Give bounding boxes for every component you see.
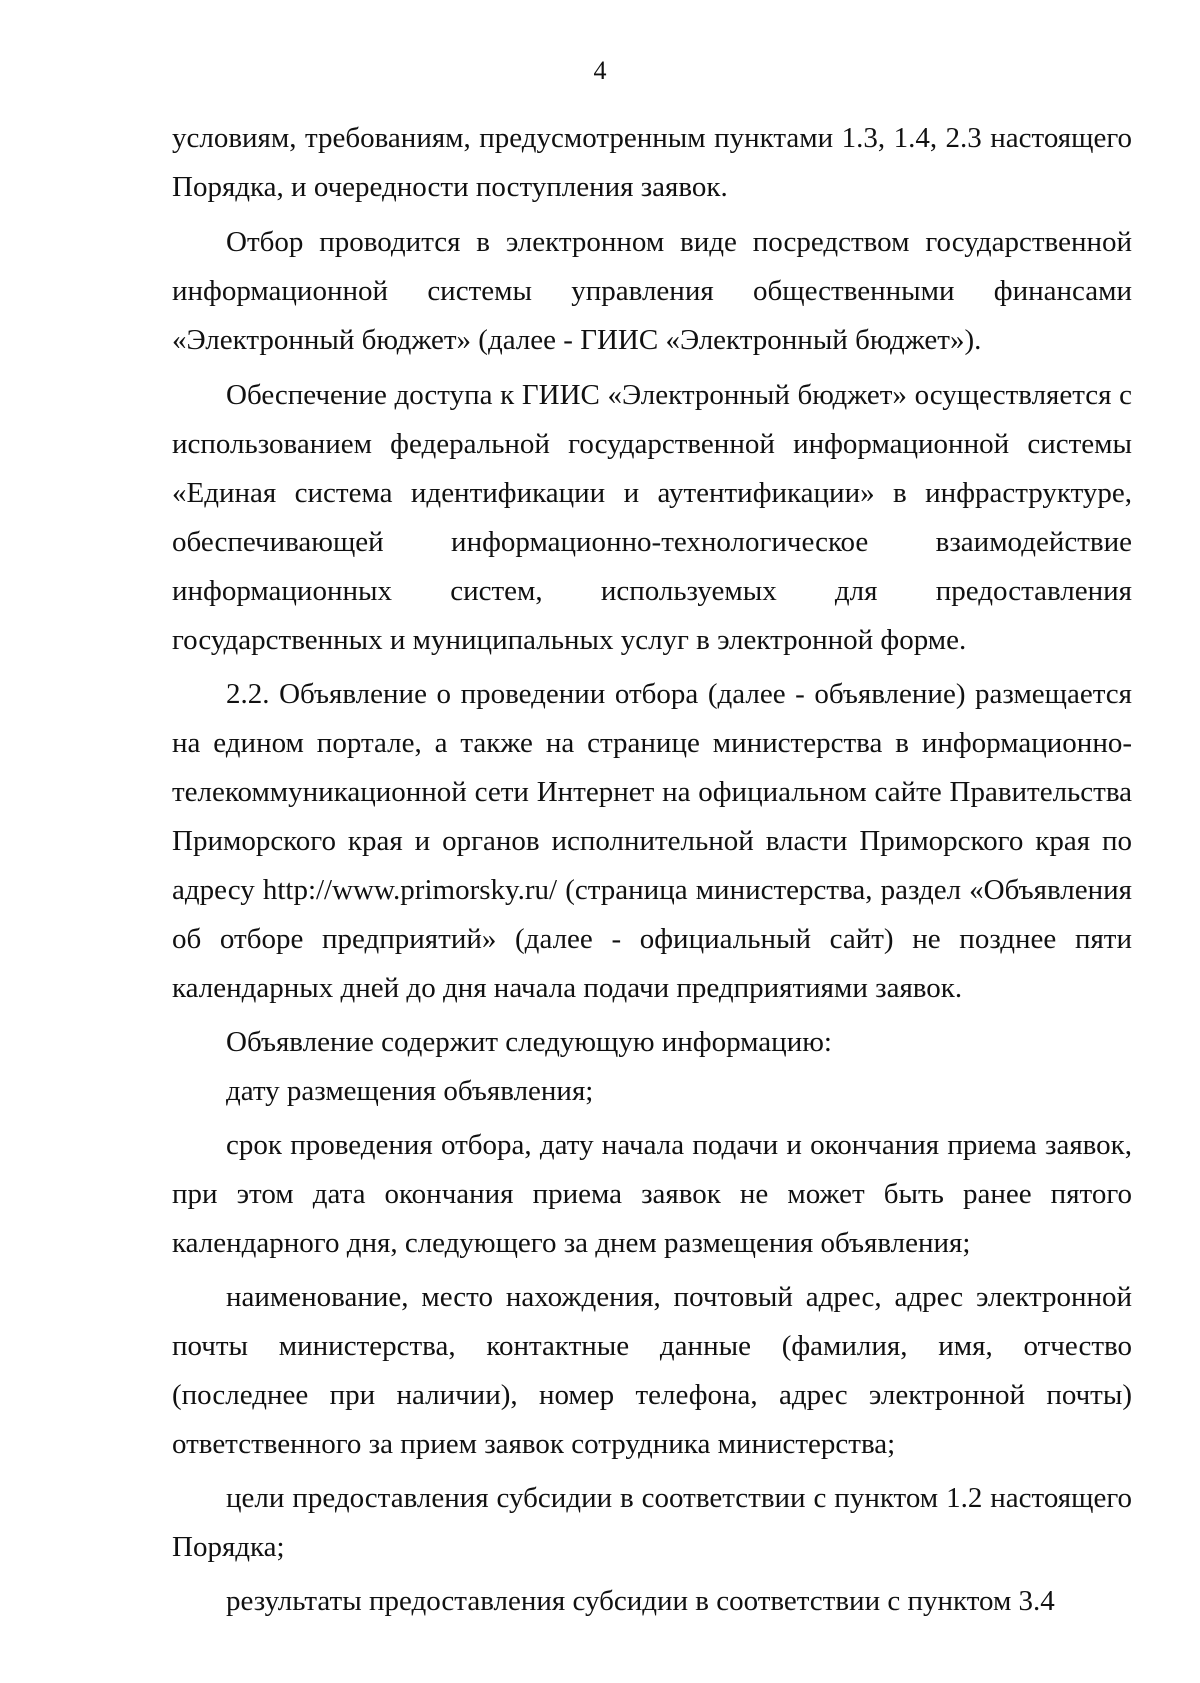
list-item-results: результаты предоставления субсидии в соответствии с пунктом 3.4 [226,1585,1055,1617]
paragraph-selection-method: Отбор проводится в электронном виде посредством государственной информационной системы управления общественными финансами «Электронный бюджет» (далее - ГИИС «Электронный бюджет»). [172,226,1132,356]
paragraph-announcement: 2.2. Объявление о проведении отбора (далее - объявление) размещается на едином портале, а также на странице министерства в информационно-телекоммуникационной сети Интернет на официальном сайте Правительства Приморского края и органов исполнительной власти Приморского края по адресу http://www.primorsky.ru/ (страница министерства, раздел «Объявления об отборе предприятий» (далее - официальный сайт) не позднее пяти календарных дней до дня начала подачи предприятиями заявок. [172,678,1132,1004]
paragraph-access: Обеспечение доступа к ГИИС «Электронный бюджет» осуществляется с использованием федеральной государственной информационной системы «Единая система идентификации и аутентификации» в инфраструктуре, обеспечивающей информационно-технологическое взаимодействие информационных систем, используемых для предоставления государственных и муниципальных услуг в электронной форме. [172,379,1132,656]
page-number: 4 [593,56,607,85]
list-item-period: срок проведения отбора, дату начала подачи и окончания приема заявок, при этом дата окончания приема заявок не может быть ранее пятого календарного дня, следующего за днем размещения объявления; [172,1129,1132,1259]
paragraph-continuation: условиям, требованиям, предусмотренным пунктами 1.3, 1.4, 2.3 настоящего Порядка, и очередности поступления заявок. [172,122,1132,203]
list-item-date: дату размещения объявления; [226,1075,594,1107]
list-item-contacts: наименование, место нахождения, почтовый адрес, адрес электронной почты министерства, контактные данные (фамилия, имя, отчество (последнее при наличии), номер телефона, адрес электронной почты) ответственного за прием заявок сотрудника министерства; [172,1281,1132,1460]
document-body [172,114,1132,1626]
list-item-goals: цели предоставления субсидии в соответствии с пунктом 1.2 настоящего Порядка; [172,1482,1132,1563]
paragraph-announcement-contents: Объявление содержит следующую информацию: [226,1026,832,1058]
